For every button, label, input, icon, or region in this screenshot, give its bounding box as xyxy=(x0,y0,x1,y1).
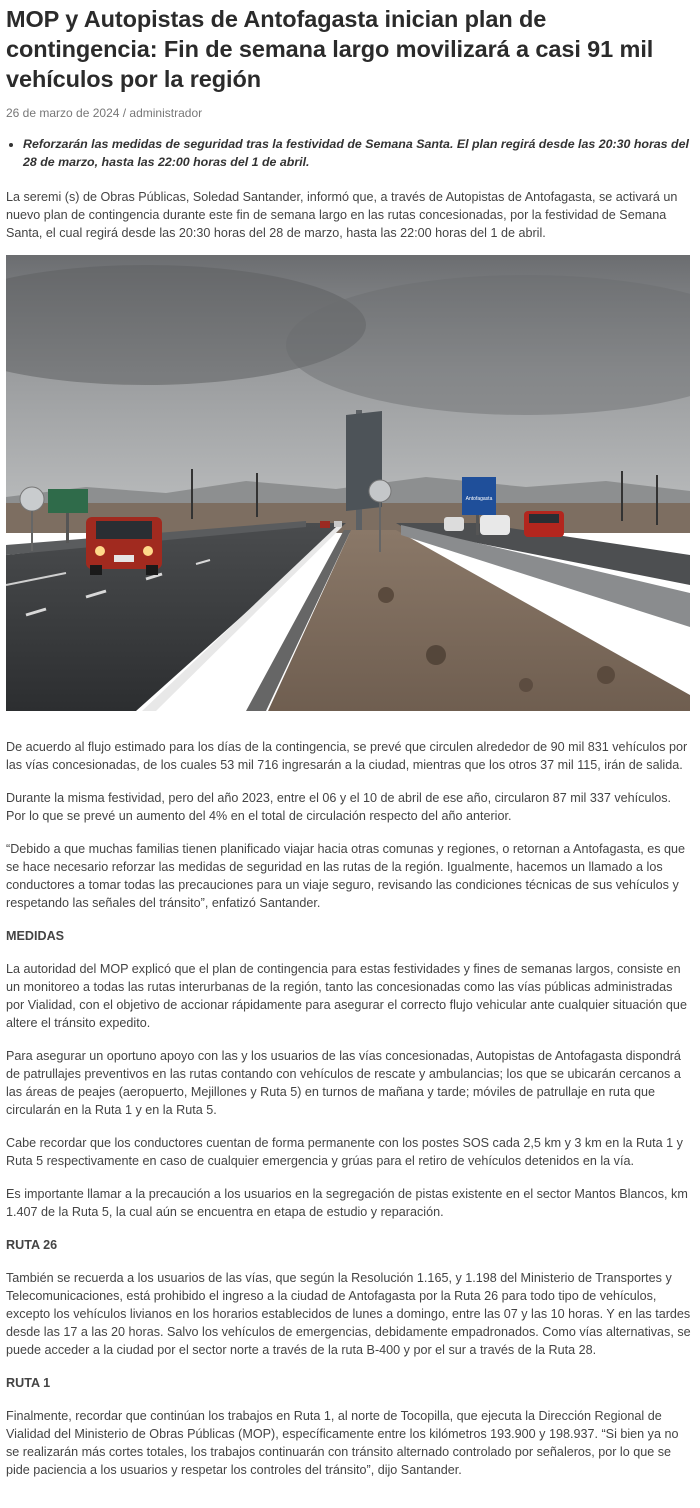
body-paragraph: Finalmente, recordar que continúan los trabajos en Ruta 1, al norte de Tocopilla, que ejecuta la Dirección Regional de Vialidad del Ministerio de Obras Públicas (MOP), específicamente entre los kilómetros 193.900 y 198.937. “Si bien ya no se realizarán más cortes totales, los trabajos continuarán con tránsito alternado controlado por señaleros, por lo que se pide paciencia a los usuarios y respetar los controles del tránsito”, dijo Santander. xyxy=(6,1409,679,1477)
body-paragraph: De acuerdo al flujo estimado para los días de la contingencia, se prevé que circulen alrededor de 90 mil 831 vehículos por las vías concesionadas, de los cuales 53 mil 716 ingresarán a la ciudad, mientras que los otros 37 mil 115, irán de salida. xyxy=(6,740,688,772)
article-body xyxy=(6,738,694,1479)
body-paragraph: Cabe recordar que los conductores cuentan de forma permanente con los postes SOS cada 2,5 km y 3 km en la Ruta 1 y Ruta 5 respectivamente en caso de cualquier emergencia y grúas para el retiro de vehículos detenidos en la vía. xyxy=(6,1136,683,1168)
article xyxy=(0,4,700,1479)
intro-paragraph: La seremi (s) de Obras Públicas, Soledad Santander, informó que, a través de Autopistas de Antofagasta, se activará un nuevo plan de contingencia durante este fin de semana largo en las rutas concesionadas, por la festividad de Semana Santa, el cual regirá desde las 20:30 horas del 28 de marzo, hasta las 22:00 horas del 1 de abril. xyxy=(6,190,678,240)
article-summary xyxy=(6,135,694,171)
body-paragraph: Para asegurar un oportuno apoyo con las y los usuarios de las vías concesionadas, Autopistas de Antofagasta dispondrá de patrullajes preventivos en las rutas contando con vehículos de rescate y ambulancias; los que se ubicarán cercanos a las áreas de peajes (aeropuerto, Mejillones y Ruta 5) en turnos de mañana y tarde; móviles de patrullaje en ruta que circularán en la Ruta 1 y en la Ruta 5. xyxy=(6,1049,681,1117)
body-paragraph: También se recuerda a los usuarios de las vías, que según la Resolución 1.165, y 1.198 del Ministerio de Transportes y Telecomunicaciones, está prohibido el ingreso a la ciudad de Antofagasta por la Ruta 26 para todo tipo de vehículos, excepto los vehículos livianos en los horarios establecidos de lunes a domingo, entre las 07 y las 10 horas. Y en las tardes desde las 17 a las 20 horas. Salvo los vehículos de emergencias, debidamente empadronados. Como vías alternativas, se puede acceder a la ciudad por el sector norte a través de la ruta B-400 y por el sur a través de la Ruta 28. xyxy=(6,1271,691,1357)
body-paragraph: “Debido a que muchas familias tienen planificado viajar hacia otras comunas y regiones, o retornan a Antofagasta, es que se hace necesario reforzar las medidas de seguridad en las rutas de la región. Igualmente, hacemos un llamado a los conductores a tomar todas las precauciones para un viaje seguro, revisando las condiciones técnicas de sus vehículos y respetando las señales del tránsito”, enfatizó Santander. xyxy=(6,842,686,910)
section-heading-ruta-26: RUTA 26 xyxy=(6,1238,58,1252)
summary-item: • Reforzarán las medidas de seguridad tras la festividad de Semana Santa. El plan regirá desde las 20:30 horas del 28 de marzo, hasta las 22:00 horas del 1 de abril. xyxy=(23,135,694,171)
red-pickup-truck xyxy=(86,517,162,575)
section-heading-medidas: MEDIDAS xyxy=(6,929,65,943)
road-sign-label: Antofagasta xyxy=(465,496,493,502)
section-heading-ruta-1: RUTA 1 xyxy=(6,1376,51,1390)
body-paragraph: Durante la misma festividad, pero del año 2023, entre el 06 y el 10 de abril de ese año, circularon 87 mil 337 vehículos. Por lo que se prevé un aumento del 4% en el total de circulación respecto del año anterior. xyxy=(6,791,672,823)
article-title: MOP y Autopistas de Antofagasta inician plan de contingencia: Fin de semana largo movilizará a casi 91 mil vehículos por la región xyxy=(6,6,654,92)
highway-photo xyxy=(6,255,690,711)
body-paragraph: La autoridad del MOP explicó que el plan de contingencia para estas festividades y fines de semanas largos, consiste en un monitoreo a todas las rutas interurbanas de la región, tanto las concesionadas como las vías públicas administradas por Vialidad, con el objetivo de accionar rápidamente para asegurar el correcto flujo vehicular ante cualquier situación que altere el tránsito expedito. xyxy=(6,962,687,1030)
body-paragraph: Es importante llamar a la precaución a los usuarios en la segregación de pistas existente en el sector Mantos Blancos, km 1.407 de la Ruta 5, la cual aún se encuentra en etapa de estudio y reparación. xyxy=(6,1187,688,1219)
article-meta: 26 de marzo de 2024 / administrador xyxy=(6,106,203,120)
